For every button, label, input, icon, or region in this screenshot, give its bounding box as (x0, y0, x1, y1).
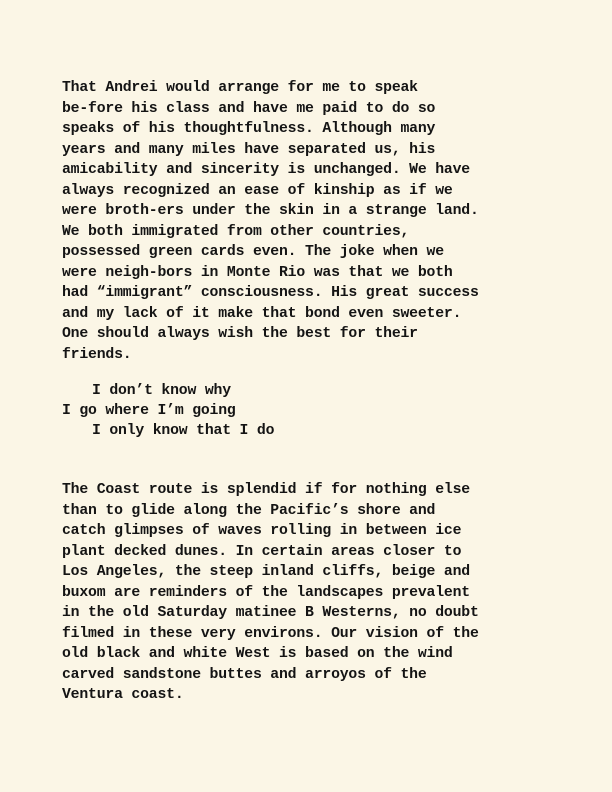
text-line: buxom are reminders of the landscapes prevalent (62, 584, 470, 601)
text-line: That Andrei would arrange for me to speak (62, 80, 418, 96)
text-line: had “immigrant” consciousness. His great success (62, 285, 479, 301)
text-line: catch glimpses of waves rolling in between ice (62, 523, 462, 539)
text-line: old black and white West is based on the wind (62, 646, 453, 662)
text-line: years and many miles have separated us, his (62, 141, 436, 158)
text-line: possessed green cards even. The joke when we (62, 244, 444, 260)
paragraph-andrei (62, 78, 479, 365)
poem-stanza (62, 381, 274, 441)
text-line: than to glide along the Pacific’s shore and (62, 502, 436, 519)
poem-line: I go where I’m going (62, 403, 236, 419)
text-line: were broth-ers under the skin in a strange land. (62, 203, 479, 219)
text-line: filmed in these very environs. Our vision of the (62, 625, 479, 642)
text-line: in the old Saturday matinee B Westerns, no doubt (62, 605, 479, 621)
text-line: The Coast route is splendid if for nothing else (62, 482, 470, 498)
text-line: One should always wish the best for their (62, 326, 418, 342)
text-line: Los Angeles, the steep inland cliffs, beige and (62, 564, 470, 580)
text-line: Ventura coast. (62, 687, 184, 703)
poem-line: I don’t know why (92, 383, 231, 399)
paragraph-coast-route (62, 480, 479, 706)
text-line: We both immigrated from other countries, (62, 223, 410, 240)
text-line: carved sandstone buttes and arroyos of the (62, 666, 427, 683)
poem-line: I only know that I do (92, 423, 275, 439)
text-line: and my lack of it make that bond even sweeter. (62, 305, 462, 322)
text-line: plant decked dunes. In certain areas closer to (62, 543, 462, 560)
text-line: amicability and sincerity is unchanged. We have (62, 162, 470, 178)
text-line: were neigh-bors in Monte Rio was that we both (62, 264, 453, 281)
text-line: speaks of his thoughtfulness. Although many (62, 121, 436, 137)
text-line: be-fore his class and have me paid to do so (62, 100, 436, 117)
text-line: always recognized an ease of kinship as if we (62, 182, 453, 199)
text-line: friends. (62, 346, 132, 363)
